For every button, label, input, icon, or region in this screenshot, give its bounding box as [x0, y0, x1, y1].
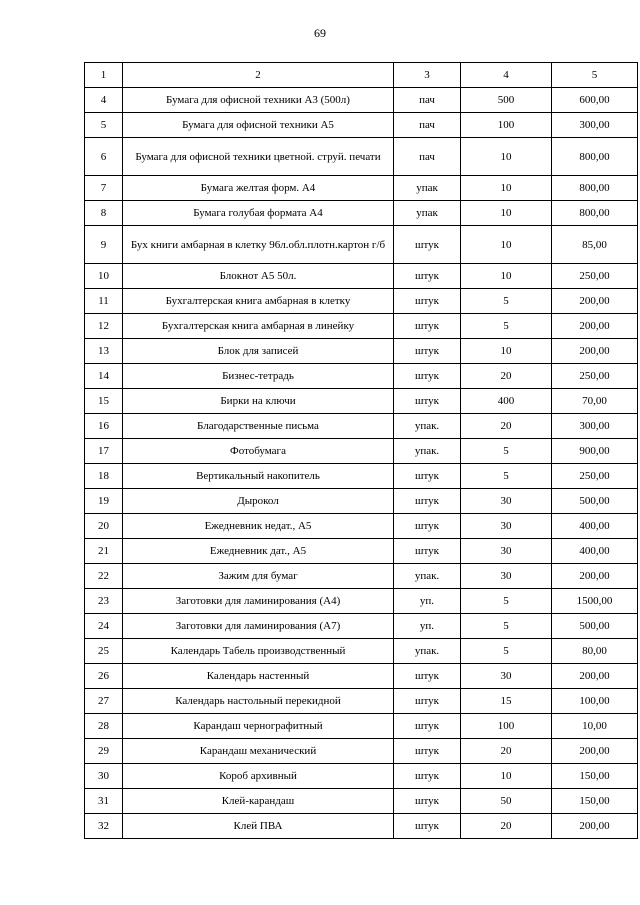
item-name-cell: Бумага для офисной техники А5 [123, 113, 394, 138]
item-name-cell: Бумага для офисной техники цветной. струй. печати [123, 138, 394, 176]
row-number-cell: 21 [85, 539, 123, 564]
quantity-cell: 5 [461, 464, 552, 489]
item-name-cell: Блок для записей [123, 339, 394, 364]
row-number-cell: 10 [85, 264, 123, 289]
item-name-cell: Бумага голубая формата А4 [123, 201, 394, 226]
item-name-cell: Карандаш механический [123, 739, 394, 764]
unit-cell: штук [394, 789, 461, 814]
unit-cell: штук [394, 664, 461, 689]
table-row [85, 514, 638, 539]
row-number-cell: 6 [85, 138, 123, 176]
row-number-cell: 32 [85, 814, 123, 839]
table-row [85, 589, 638, 614]
unit-cell: пач [394, 138, 461, 176]
quantity-cell: 10 [461, 264, 552, 289]
quantity-cell: 10 [461, 764, 552, 789]
price-cell: 900,00 [552, 439, 638, 464]
table-row [85, 264, 638, 289]
item-name-cell: Ежедневник недат., А5 [123, 514, 394, 539]
unit-cell: штук [394, 364, 461, 389]
price-cell: 250,00 [552, 264, 638, 289]
table-row [85, 389, 638, 414]
item-name-cell: Бирки на ключи [123, 389, 394, 414]
unit-cell: штук [394, 764, 461, 789]
unit-cell: штук [394, 539, 461, 564]
quantity-cell: 5 [461, 639, 552, 664]
row-number-cell: 5 [85, 113, 123, 138]
table-row [85, 664, 638, 689]
price-cell: 85,00 [552, 226, 638, 264]
item-name-cell: Короб архивный [123, 764, 394, 789]
header-cell-3: 3 [394, 63, 461, 88]
price-cell: 400,00 [552, 539, 638, 564]
price-cell: 1500,00 [552, 589, 638, 614]
row-number-cell: 7 [85, 176, 123, 201]
row-number-cell: 11 [85, 289, 123, 314]
quantity-cell: 10 [461, 138, 552, 176]
table-header-row [85, 63, 638, 88]
unit-cell: пач [394, 113, 461, 138]
row-number-cell: 28 [85, 714, 123, 739]
price-cell: 200,00 [552, 814, 638, 839]
quantity-cell: 20 [461, 414, 552, 439]
price-cell: 10,00 [552, 714, 638, 739]
row-number-cell: 26 [85, 664, 123, 689]
item-name-cell: Ежедневник дат., А5 [123, 539, 394, 564]
row-number-cell: 16 [85, 414, 123, 439]
quantity-cell: 10 [461, 339, 552, 364]
price-cell: 800,00 [552, 176, 638, 201]
unit-cell: штук [394, 814, 461, 839]
price-cell: 300,00 [552, 414, 638, 439]
unit-cell: штук [394, 514, 461, 539]
quantity-cell: 5 [461, 589, 552, 614]
row-number-cell: 4 [85, 88, 123, 113]
table-row [85, 439, 638, 464]
unit-cell: упак. [394, 639, 461, 664]
unit-cell: штук [394, 714, 461, 739]
table-row [85, 814, 638, 839]
item-name-cell: Календарь Табель производственный [123, 639, 394, 664]
unit-cell: штук [394, 339, 461, 364]
header-cell-1: 1 [85, 63, 123, 88]
price-cell: 80,00 [552, 639, 638, 664]
quantity-cell: 100 [461, 714, 552, 739]
quantity-cell: 30 [461, 539, 552, 564]
item-name-cell: Календарь настенный [123, 664, 394, 689]
row-number-cell: 8 [85, 201, 123, 226]
row-number-cell: 20 [85, 514, 123, 539]
price-cell: 100,00 [552, 689, 638, 714]
item-name-cell: Блокнот А5 50л. [123, 264, 394, 289]
quantity-cell: 10 [461, 176, 552, 201]
item-name-cell: Клей ПВА [123, 814, 394, 839]
price-cell: 200,00 [552, 339, 638, 364]
table-row [85, 226, 638, 264]
table-row [85, 539, 638, 564]
quantity-cell: 500 [461, 88, 552, 113]
quantity-cell: 20 [461, 739, 552, 764]
table-row [85, 564, 638, 589]
unit-cell: уп. [394, 589, 461, 614]
quantity-cell: 5 [461, 439, 552, 464]
row-number-cell: 27 [85, 689, 123, 714]
table-row [85, 639, 638, 664]
item-name-cell: Клей-карандаш [123, 789, 394, 814]
price-cell: 400,00 [552, 514, 638, 539]
quantity-cell: 50 [461, 789, 552, 814]
table-row [85, 464, 638, 489]
quantity-cell: 30 [461, 564, 552, 589]
row-number-cell: 29 [85, 739, 123, 764]
table-row [85, 88, 638, 113]
price-cell: 200,00 [552, 564, 638, 589]
item-name-cell: Дырокол [123, 489, 394, 514]
item-name-cell: Вертикальный накопитель [123, 464, 394, 489]
quantity-cell: 400 [461, 389, 552, 414]
quantity-cell: 20 [461, 364, 552, 389]
price-cell: 600,00 [552, 88, 638, 113]
row-number-cell: 23 [85, 589, 123, 614]
table-row [85, 113, 638, 138]
table-row [85, 339, 638, 364]
item-name-cell: Бухгалтерская книга амбарная в линейку [123, 314, 394, 339]
price-cell: 200,00 [552, 314, 638, 339]
quantity-cell: 5 [461, 314, 552, 339]
price-cell: 500,00 [552, 614, 638, 639]
item-name-cell: Зажим для бумаг [123, 564, 394, 589]
row-number-cell: 31 [85, 789, 123, 814]
table-row [85, 789, 638, 814]
price-cell: 250,00 [552, 364, 638, 389]
quantity-cell: 10 [461, 226, 552, 264]
row-number-cell: 22 [85, 564, 123, 589]
price-cell: 200,00 [552, 664, 638, 689]
item-name-cell: Бух книги амбарная в клетку 96л.обл.плотн.картон г/б [123, 226, 394, 264]
unit-cell: упак. [394, 564, 461, 589]
row-number-cell: 9 [85, 226, 123, 264]
price-cell: 150,00 [552, 789, 638, 814]
price-cell: 200,00 [552, 739, 638, 764]
table-row [85, 764, 638, 789]
table-row [85, 176, 638, 201]
table-row [85, 414, 638, 439]
quantity-cell: 15 [461, 689, 552, 714]
unit-cell: штук [394, 314, 461, 339]
row-number-cell: 18 [85, 464, 123, 489]
unit-cell: пач [394, 88, 461, 113]
header-cell-2: 2 [123, 63, 394, 88]
unit-cell: упак [394, 201, 461, 226]
row-number-cell: 14 [85, 364, 123, 389]
item-name-cell: Бумага желтая форм. А4 [123, 176, 394, 201]
items-table [84, 62, 638, 839]
price-cell: 500,00 [552, 489, 638, 514]
unit-cell: штук [394, 464, 461, 489]
unit-cell: штук [394, 689, 461, 714]
item-name-cell: Календарь настольный перекидной [123, 689, 394, 714]
item-name-cell: Карандаш чернографитный [123, 714, 394, 739]
table-row [85, 364, 638, 389]
quantity-cell: 100 [461, 113, 552, 138]
unit-cell: штук [394, 264, 461, 289]
table-row [85, 739, 638, 764]
row-number-cell: 12 [85, 314, 123, 339]
page-number: 69 [314, 26, 326, 40]
table-row [85, 289, 638, 314]
unit-cell: упак. [394, 414, 461, 439]
quantity-cell: 10 [461, 201, 552, 226]
row-number-cell: 19 [85, 489, 123, 514]
quantity-cell: 5 [461, 289, 552, 314]
unit-cell: штук [394, 389, 461, 414]
unit-cell: штук [394, 739, 461, 764]
header-cell-4: 4 [461, 63, 552, 88]
item-name-cell: Заготовки для ламинирования (А7) [123, 614, 394, 639]
unit-cell: штук [394, 289, 461, 314]
item-name-cell: Фотобумага [123, 439, 394, 464]
row-number-cell: 17 [85, 439, 123, 464]
price-cell: 300,00 [552, 113, 638, 138]
price-cell: 200,00 [552, 289, 638, 314]
price-cell: 800,00 [552, 138, 638, 176]
quantity-cell: 20 [461, 814, 552, 839]
row-number-cell: 24 [85, 614, 123, 639]
item-name-cell: Бизнес-тетрадь [123, 364, 394, 389]
row-number-cell: 25 [85, 639, 123, 664]
table-row [85, 689, 638, 714]
table-row [85, 201, 638, 226]
table-row [85, 314, 638, 339]
quantity-cell: 30 [461, 664, 552, 689]
price-cell: 70,00 [552, 389, 638, 414]
unit-cell: штук [394, 489, 461, 514]
unit-cell: упак. [394, 439, 461, 464]
price-cell: 250,00 [552, 464, 638, 489]
item-name-cell: Благодарственные письма [123, 414, 394, 439]
unit-cell: упак [394, 176, 461, 201]
price-cell: 800,00 [552, 201, 638, 226]
row-number-cell: 15 [85, 389, 123, 414]
table-row [85, 714, 638, 739]
table-body [85, 63, 638, 839]
header-cell-5: 5 [552, 63, 638, 88]
item-name-cell: Бухгалтерская книга амбарная в клетку [123, 289, 394, 314]
table-row [85, 614, 638, 639]
quantity-cell: 5 [461, 614, 552, 639]
quantity-cell: 30 [461, 489, 552, 514]
row-number-cell: 30 [85, 764, 123, 789]
table-row [85, 489, 638, 514]
price-cell: 150,00 [552, 764, 638, 789]
item-name-cell: Заготовки для ламинирования (А4) [123, 589, 394, 614]
quantity-cell: 30 [461, 514, 552, 539]
row-number-cell: 13 [85, 339, 123, 364]
unit-cell: уп. [394, 614, 461, 639]
unit-cell: штук [394, 226, 461, 264]
table-row [85, 138, 638, 176]
item-name-cell: Бумага для офисной техники А3 (500л) [123, 88, 394, 113]
